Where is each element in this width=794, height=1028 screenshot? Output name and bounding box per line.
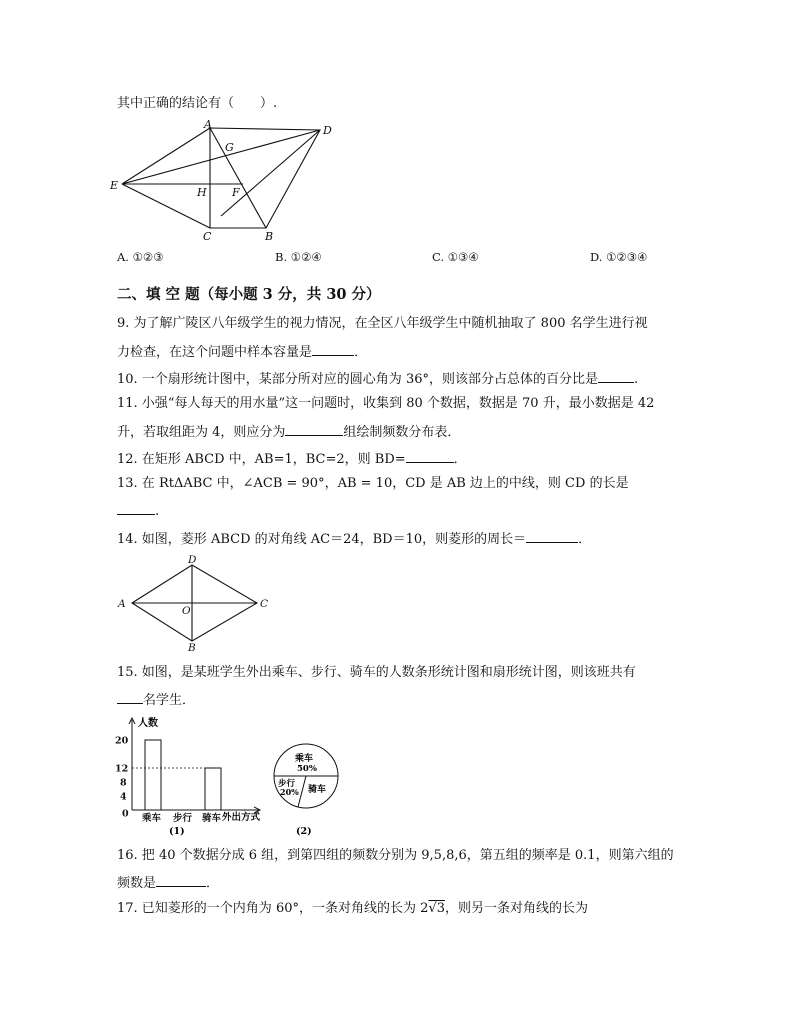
pie-caption: (2) xyxy=(296,826,312,837)
option-d[interactable]: D. ①②③④ xyxy=(590,250,648,264)
q17: 17. 已知菱形的一个内角为 60°，一条对角线的长为 2√3，则另一条对角线的长为 xyxy=(117,901,588,916)
q10: 10. 一个扇形统计图中，某部分所对应的圆心角为 36°，则该部分占总体的百分比是 . xyxy=(117,372,639,387)
pie-slice-label-2: 骑车 xyxy=(308,785,327,795)
y-tick-label: 8 xyxy=(120,777,127,789)
question-stem: 其中正确的结论有（ ）. xyxy=(117,96,278,111)
answer-blank[interactable] xyxy=(312,343,354,356)
x-axis-label: 外出方式 xyxy=(222,812,261,823)
category-label: 骑车 xyxy=(202,813,222,824)
q11-line1: 11. 小强“每人每天的用水量”这一问题时，收集到 80 个数据，数据是 70 升，最小数据是 42 xyxy=(117,396,655,411)
option-a[interactable]: A. ①②③ xyxy=(117,250,164,264)
label-d: D xyxy=(323,124,332,137)
geometry-figure-1 xyxy=(108,116,348,246)
bar-0 xyxy=(145,740,161,810)
q13-line1: 13. 在 RtΔABC 中，∠ACB = 90°，AB = 10，CD 是 AB 边上的中线，则 CD 的长是 xyxy=(117,476,629,491)
label-o: O xyxy=(182,605,191,617)
pie-slice-value-0: 50% xyxy=(297,764,317,774)
answer-blank[interactable] xyxy=(117,691,143,704)
label-g: G xyxy=(225,141,234,154)
answer-blank[interactable] xyxy=(526,530,578,543)
y-tick-label: 4 xyxy=(120,791,127,803)
y-axis-label: 人数 xyxy=(138,718,158,729)
option-b[interactable]: B. ①②④ xyxy=(275,250,322,264)
answer-blank[interactable] xyxy=(285,423,343,436)
q15-line1: 15. 如图，是某班学生外出乘车、步行、骑车的人数条形统计图和扇形统计图，则该班共有 xyxy=(117,665,636,680)
chart-caption: (1) xyxy=(169,826,185,837)
pie-slice-label-1: 步行 xyxy=(278,779,296,789)
label-b: B xyxy=(265,230,274,243)
q13-line2: . xyxy=(117,502,159,520)
y-tick-label: 0 xyxy=(122,808,129,820)
label-c: C xyxy=(260,598,269,610)
y-tick-label: 12 xyxy=(115,763,129,775)
label-h: H xyxy=(197,186,207,199)
option-c[interactable]: C. ①③④ xyxy=(432,250,479,264)
pie-slice-value-1: 20% xyxy=(280,787,299,797)
q16-line1: 16. 把 40 个数据分成 6 组，到第四组的频数分别为 9,5,8,6，第五组的频率是 0.1，则第六组的 xyxy=(117,848,674,863)
rhombus-figure xyxy=(112,553,272,653)
category-label: 乘车 xyxy=(142,813,162,824)
q15-line2: 名学生． xyxy=(117,691,195,709)
label-d: D xyxy=(188,554,197,566)
q9-line2: 力检查，在这个问题中样本容量是 ． xyxy=(117,345,368,360)
category-label: 步行 xyxy=(173,813,193,824)
bar-2 xyxy=(205,768,221,810)
answer-blank[interactable] xyxy=(406,450,454,463)
answer-blank[interactable] xyxy=(598,370,634,383)
label-a: A xyxy=(204,118,212,131)
label-b: B xyxy=(188,642,196,653)
label-e: E xyxy=(110,179,119,192)
label-c: C xyxy=(203,230,212,243)
q12: 12. 在矩形 ABCD 中，AB=1，BC=2，则 BD= ． xyxy=(117,452,467,467)
sqrt-radicand: √3 xyxy=(428,901,445,916)
bar-chart xyxy=(112,714,272,840)
y-tick-label: 20 xyxy=(115,735,129,747)
answer-blank[interactable] xyxy=(117,502,155,515)
label-a: A xyxy=(118,598,126,610)
q11-line2: 升，若取组距为 4，则应分为 组绘制频数分布表． xyxy=(117,425,461,440)
pie-slice-label-0: 乘车 xyxy=(295,754,314,764)
q16-line2: 频数是 ． xyxy=(117,876,220,891)
q14: 14. 如图，菱形 ABCD 的对角线 AC＝24，BD＝10，则菱形的周长＝ ． xyxy=(117,532,592,547)
label-f: F xyxy=(232,186,240,199)
answer-blank[interactable] xyxy=(156,874,206,887)
section-heading: 二、填 空 题（每小题 3 分，共 30 分） xyxy=(117,286,381,303)
pie-chart xyxy=(272,740,342,840)
q9-line1: 9. 为了解广陵区八年级学生的视力情况，在全区八年级学生中随机抽取了 800 名学生进行视 xyxy=(117,316,648,331)
